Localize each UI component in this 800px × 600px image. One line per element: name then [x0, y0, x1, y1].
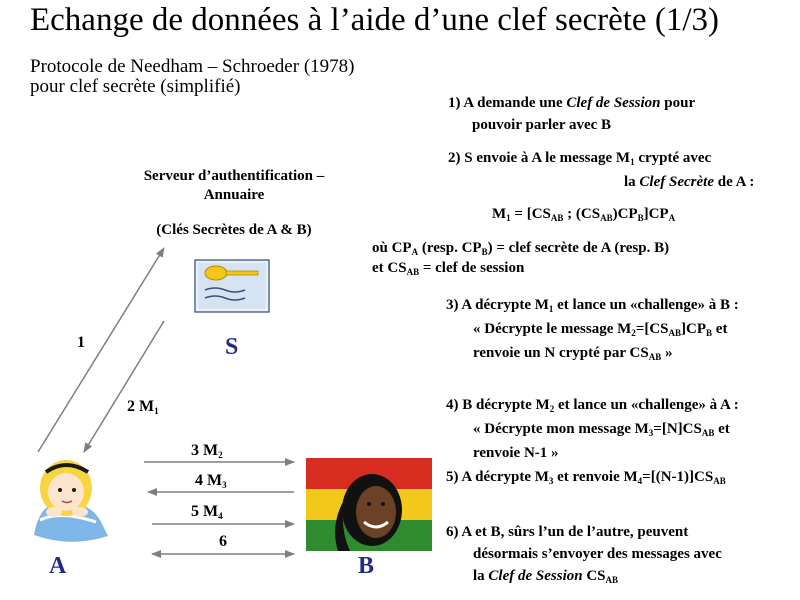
m1-b-sub: AB — [550, 213, 564, 223]
note-b-sub: B — [481, 247, 488, 257]
arrow-label-5-main: 5 M — [191, 503, 219, 520]
arrow-label-4-sub: 3 — [222, 480, 227, 490]
arrow-label-3-main: 3 M — [191, 442, 219, 459]
arrow-label-2-sub: 1 — [154, 406, 159, 416]
step-2-text-d: de A : — [713, 174, 755, 190]
arrow-label-5-sub: 4 — [218, 511, 223, 521]
key-card-icon — [195, 260, 269, 312]
note-a: où CP — [372, 240, 412, 256]
step-4-e: et — [714, 421, 730, 437]
step-5-a-sub: 3 — [548, 476, 554, 486]
step-4-a-sub: 2 — [549, 404, 555, 414]
step-3-g-sub: AB — [648, 352, 662, 362]
arrow-label-5 — [191, 503, 223, 521]
step-4-f: renvoie N-1 » — [473, 445, 559, 461]
note-b: (resp. CP — [418, 240, 482, 256]
m1-c-sub: AB — [600, 213, 613, 223]
step-3-f: et — [712, 321, 728, 337]
step-3-a: 3) A décrypte M — [446, 297, 549, 313]
bob-photo — [306, 458, 432, 551]
node-label-a: A — [49, 553, 67, 579]
step-3-e: ]CP — [681, 321, 707, 337]
arrow-label-3 — [191, 442, 223, 460]
step-4-c-sub: 3 — [648, 428, 654, 438]
step-5-b: et renvoie M — [553, 469, 638, 485]
step-4-b: et lance un «challenge» à A : — [554, 397, 739, 413]
step-6-c: la — [473, 568, 489, 584]
note-c: ) = clef secrète de A (resp. B) — [487, 240, 670, 256]
step-2-text-b: crypté avec — [634, 150, 712, 166]
message-m1-formula — [492, 203, 675, 225]
step-4-c: « Décrypte mon message M — [473, 421, 649, 437]
step-1-em: Clef de Session — [566, 95, 661, 111]
arrow-label-1: 1 — [77, 334, 85, 351]
alice-avatar — [34, 460, 108, 542]
step-3-d-sub: AB — [668, 328, 682, 338]
step-2-line-1 — [448, 147, 711, 169]
step-4-a: 4) B décrypte M — [446, 397, 550, 413]
arrow-label-4 — [195, 472, 227, 490]
step-4 — [446, 393, 739, 465]
arrow-label-4-main: 4 M — [195, 472, 223, 489]
step-2-sub: 1 — [630, 157, 635, 167]
note-d-sub: AB — [406, 267, 420, 277]
step-5-b-sub: 4 — [637, 476, 643, 486]
m1-d-sub: B — [637, 213, 644, 223]
arrow-label-3-sub: 2 — [218, 450, 223, 460]
step-5 — [446, 466, 726, 488]
server-title — [120, 168, 348, 204]
step-5-a: 5) A décrypte M — [446, 469, 549, 485]
step-6-em: Clef de Session — [488, 568, 583, 584]
step-2-text-c: la — [624, 174, 640, 190]
arrow-label-6: 6 — [219, 533, 227, 550]
step-5-c: =[(N-1)]CS — [642, 469, 714, 485]
page-title: Echange de données à l’aide d’une clef secrète (1/3) — [30, 2, 719, 38]
step-2-text-a: 2) S envoie à A le message M — [448, 150, 631, 166]
step-1-suffix: pour — [660, 95, 696, 111]
step-3-b: et lance un «challenge» à B : — [553, 297, 739, 313]
step-5-c-sub: AB — [713, 476, 726, 486]
step-3-e-sub: B — [706, 328, 713, 338]
definitions-note — [372, 238, 669, 278]
m1-e: ]CP — [643, 206, 669, 222]
server-name-line-1: Serveur d’authentification – — [143, 168, 325, 184]
step-3-h: » — [661, 345, 673, 361]
step-3 — [446, 293, 739, 365]
step-1 — [448, 92, 695, 136]
m1-c: ; (CS — [563, 206, 601, 222]
page-subtitle — [30, 57, 354, 97]
step-6-line-1: 6) A et B, sûrs l’un de l’autre, peuvent — [446, 524, 689, 540]
note-e: = clef de session — [419, 260, 525, 276]
server-name-line-2: Annuaire — [203, 187, 265, 203]
subtitle-line-1: Protocole de Needham – Schroeder (1978) — [30, 56, 355, 77]
step-3-g: renvoie un N crypté par CS — [473, 345, 649, 361]
arrow-label-2-main: 2 M — [127, 398, 155, 415]
arrow-1-a-to-s — [38, 248, 164, 452]
note-d: et CS — [372, 260, 407, 276]
node-label-b: B — [358, 553, 375, 579]
step-3-c: « Décrypte le message M — [473, 321, 632, 337]
m1-d: )CP — [612, 206, 638, 222]
step-6-d: CS — [582, 568, 606, 584]
note-a-sub: A — [411, 247, 419, 257]
step-3-d: =[CS — [635, 321, 669, 337]
arrow-2-s-to-a — [84, 321, 164, 452]
step-3-a-sub: 1 — [548, 304, 554, 314]
step-4-d-sub: AB — [701, 428, 715, 438]
node-label-s: S — [225, 334, 239, 360]
step-6-sub: AB — [605, 575, 619, 585]
step-6-line-2: désormais s’envoyer des messages avec — [473, 546, 722, 562]
step-6 — [446, 521, 722, 587]
step-4-d: =[N]CS — [653, 421, 702, 437]
step-1-prefix: 1) A demande une — [448, 95, 567, 111]
subtitle-line-2: pour clef secrète (simplifié) — [30, 76, 241, 97]
step-1-line-2: pouvoir parler avec B — [472, 117, 612, 133]
step-3-c-sub: 2 — [631, 328, 636, 338]
step-2-line-2 — [624, 171, 754, 193]
server-keys-label: (Clés Secrètes de A & B) — [156, 222, 312, 238]
m1-b: = [CS — [510, 206, 551, 222]
step-2-em: Clef Secrète — [639, 174, 714, 190]
arrow-label-2 — [127, 398, 159, 416]
m1-a-sub: 1 — [506, 213, 511, 223]
m1-e-sub: A — [668, 213, 676, 223]
m1-a: M — [492, 206, 507, 222]
